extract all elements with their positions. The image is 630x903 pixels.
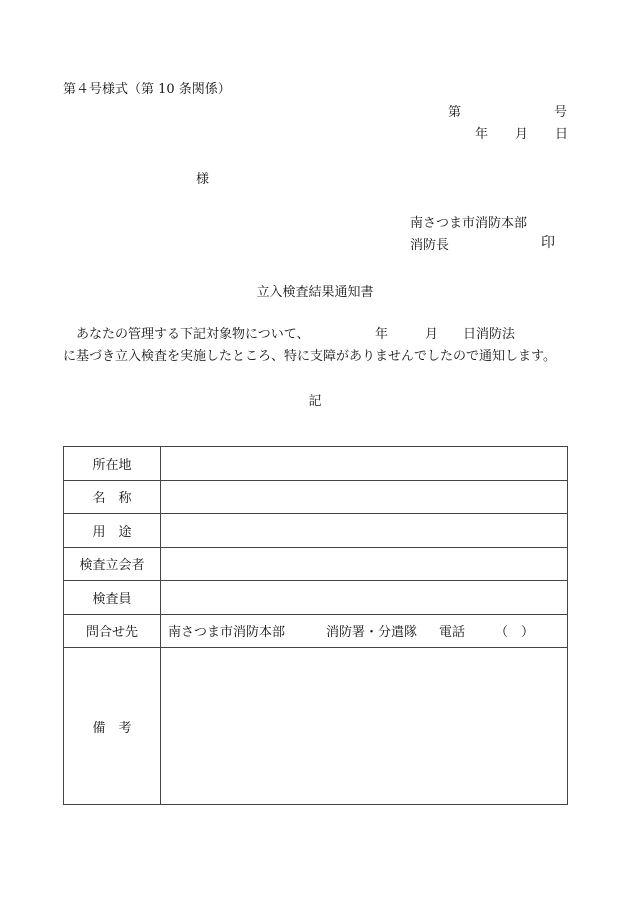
table-row: [64, 581, 568, 615]
row-label-inspector: 検査員: [64, 581, 161, 615]
table-row: [64, 648, 568, 805]
date-month-label: 月: [515, 127, 529, 142]
document-title: 立入検査結果通知書: [256, 285, 374, 300]
contact-organization: 南さつま市消防本部: [168, 625, 286, 641]
row-label-name: 名 称: [64, 480, 161, 514]
table-row: [64, 514, 568, 548]
table-row: [64, 614, 568, 648]
inspection-info-table: [63, 446, 568, 805]
seal-mark: 印: [541, 235, 555, 251]
contact-station: 消防署・分遣隊: [326, 625, 418, 641]
addressee-suffix: 様: [196, 172, 210, 187]
row-label-remarks: 備 考: [64, 648, 161, 805]
row-value-witness: [161, 547, 568, 581]
contact-phone-label: 電話: [439, 625, 466, 641]
date-year-label: 年: [475, 127, 489, 142]
date-day-label: 日: [555, 127, 569, 142]
document-number-suffix: 号: [554, 105, 568, 120]
body-line-1: あなたの管理する下記対象物について、: [76, 327, 310, 342]
form-number: 第４号様式（第 10 条関係）: [63, 82, 231, 97]
table-row: [64, 547, 568, 581]
table-row: [64, 480, 568, 514]
row-value-remarks: [161, 648, 568, 805]
row-label-location: 所在地: [64, 447, 161, 481]
row-label-contact: 問合せ先: [64, 614, 161, 648]
body-line-2: に基づき立入検査を実施したところ、特に支障がありませんでしたので通知します。: [63, 349, 556, 364]
row-label-witness: 検査立会者: [64, 547, 161, 581]
sender-organization: 南さつま市消防本部: [410, 216, 528, 231]
sender-title: 消防長: [410, 238, 450, 253]
row-value-location: [161, 447, 568, 481]
row-value-usage: [161, 514, 568, 548]
document-number-prefix: 第: [448, 105, 462, 120]
body-day-law-text: 日消防法: [463, 327, 516, 342]
row-value-inspector: [161, 581, 568, 615]
body-year-label: 年: [375, 327, 389, 342]
row-value-name: [161, 480, 568, 514]
row-value-contact: [161, 614, 568, 648]
contact-phone-paren: （ ）: [495, 625, 535, 641]
row-label-usage: 用 途: [64, 514, 161, 548]
table-row: [64, 447, 568, 481]
ki-heading: 記: [308, 394, 322, 409]
body-month-label: 月: [425, 327, 439, 342]
